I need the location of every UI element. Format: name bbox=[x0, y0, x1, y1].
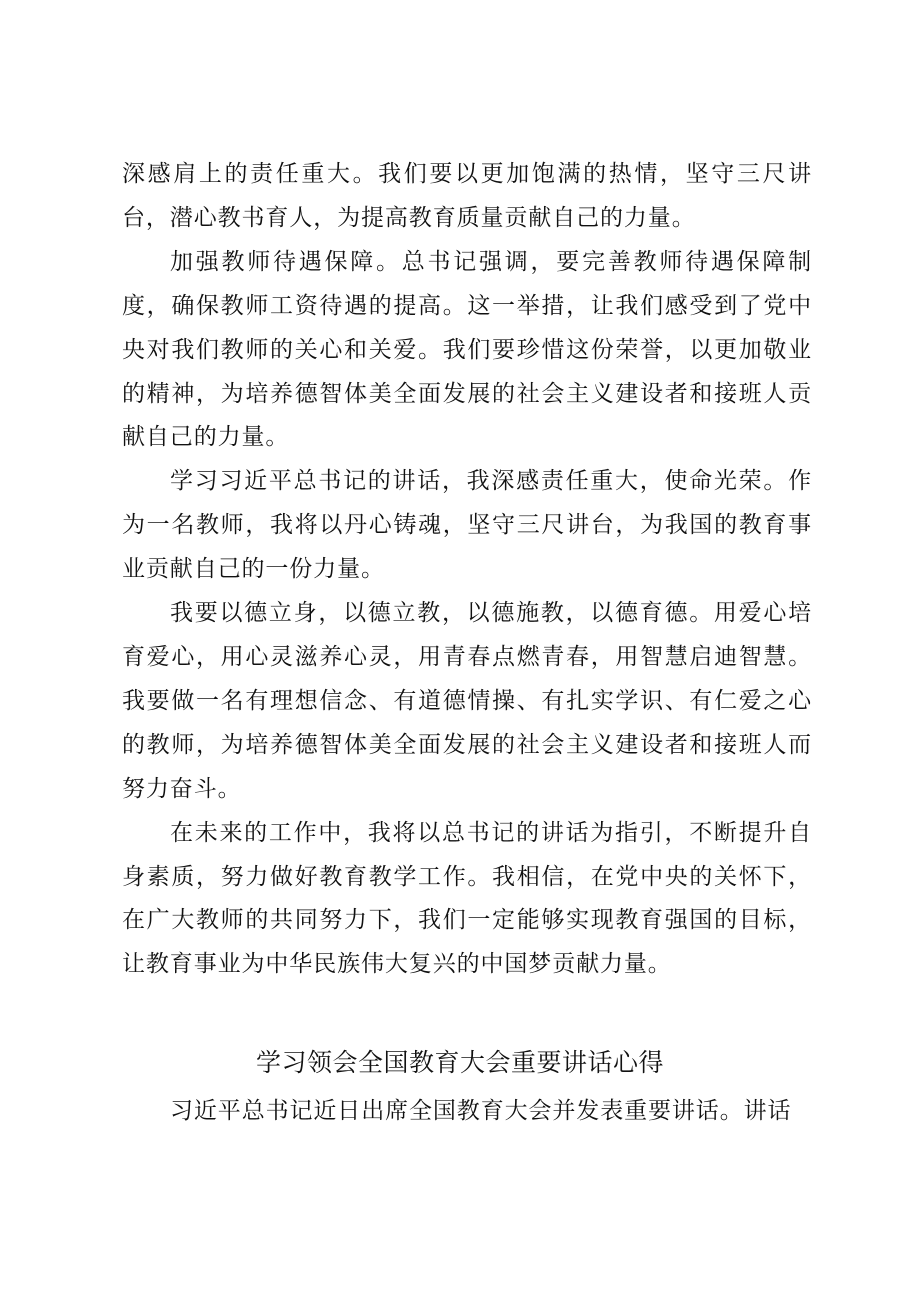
paragraph: 加强教师待遇保障。总书记强调，要完善教师待遇保障制度，确保教师工资待遇的提高。这一举措，让我们感受到了党中央对我们教师的关心和关爱。我们要珍惜这份荣誉，以更加敬业的精神，为培养德智体美全面发展的社会主义建设者和接班人贡献自己的力量。 bbox=[122, 248, 812, 451]
paragraph-continued: 深感肩上的责任重大。我们要以更加饱满的热情，坚守三尺讲台，潜心教书育人，为提高教育质量贡献自己的力量。 bbox=[122, 161, 812, 231]
paragraph: 在未来的工作中，我将以总书记的讲话为指引，不断提升自身素质，努力做好教育教学工作。我相信，在党中央的关怀下，在广大教师的共同努力下，我们一定能够实现教育强国的目标，让教育事业为中华民族伟大复兴的中国梦贡献力量。 bbox=[122, 819, 812, 978]
section-title: 学习领会全国教育大会重要讲话心得 bbox=[255, 1048, 664, 1077]
paragraph: 习近平总书记近日出席全国教育大会并发表重要讲话。讲话 bbox=[170, 1098, 792, 1124]
paragraph: 我要以德立身，以德立教，以德施教，以德育德。用爱心培育爱心，用心灵滋养心灵，用青春点燃青春，用智慧启迪智慧。我要做一名有理想信念、有道德情操、有扎实学识、有仁爱之心的教师，为培养德智体美全面发展的社会主义建设者和接班人而努力奋斗。 bbox=[122, 600, 812, 802]
article-body bbox=[122, 153, 812, 987]
paragraph: 学习习近平总书记的讲话，我深感责任重大，使命光荣。作为一名教师，我将以丹心铸魂，坚守三尺讲台，为我国的教育事业贡献自己的一份力量。 bbox=[122, 468, 812, 583]
section-body bbox=[122, 1090, 812, 1134]
